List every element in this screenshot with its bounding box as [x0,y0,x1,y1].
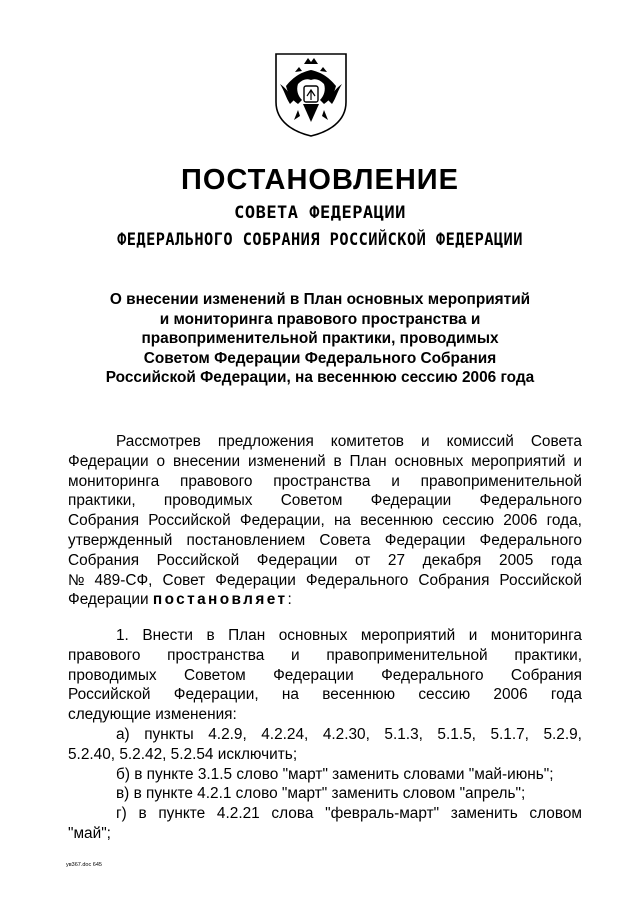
word: изменений [248,452,326,470]
word: Совет [162,571,206,589]
word: Федерации [215,571,296,589]
text-line [68,551,582,571]
text-line [68,432,582,452]
word: комиссий [446,433,514,450]
document-subject [60,290,580,388]
document-title: ПОСТАНОВЛЕНИЕ [181,164,459,196]
resolution-item-1 [68,626,582,844]
resolution-lines [68,626,582,705]
word: Российской [499,571,582,589]
word: Совета [530,433,582,450]
word: внесении [172,452,241,470]
word: Российской [156,551,240,569]
word: 4.2.24, [261,725,309,743]
word: и [420,433,430,450]
word: Федерации, [239,512,325,530]
document-code: ув367.doc 645 [66,862,102,868]
word: о [156,452,166,470]
word: утвержденный [68,531,173,549]
preamble-last-prefix: Федерации [68,591,153,609]
word: года [550,551,582,569]
text-line [68,571,582,591]
word: практики, [514,646,582,664]
word: Федерации [384,531,466,549]
word: Федерального [305,571,409,589]
subject-line: О внесении изменений в План основных мероприятий [109,291,531,308]
word: мониторинга [68,472,160,490]
word: Федерации, [173,686,259,704]
word: Российской [68,686,151,704]
word: на [333,512,351,530]
word: Федерального [381,666,484,684]
word: пункте [158,805,206,823]
word: и [391,472,400,490]
resolves-word: постановляет [152,591,288,609]
word: словом [529,805,582,823]
word: Федерального [479,492,582,510]
word: 27 [387,551,406,569]
word: 2006 [493,686,528,704]
word: проводимых [68,666,157,684]
word: года [550,686,582,704]
word: 5.2.9, [543,725,582,743]
word: комитетов [330,433,404,450]
issuer-line-1: СОВЕТА ФЕДЕРАЦИИ [234,203,406,223]
preamble-last-line [68,590,582,610]
word: Федерального [479,531,582,549]
change-item-g-cont: "май"; [68,824,111,842]
word: Советом [183,666,246,684]
word: на [281,686,299,704]
word: сессию [418,686,471,704]
word: и [290,646,300,664]
subject-line: Российской Федерации, на весеннюю сессию 2006 года [105,369,535,387]
word: Федерации [256,551,338,569]
subject-line: и мониторинга правового пространства и [159,310,481,328]
subject-line: Советом Федерации Федерального Собрания [143,349,497,367]
word: мониторинга [490,627,582,644]
text-line [68,491,582,511]
text-line [68,685,582,705]
word: декабря [422,551,482,569]
word: Рассмотрев [116,433,201,450]
word: Федерации [68,452,149,470]
word: Собрания [510,666,582,684]
word: постановлением [186,531,306,549]
word: весеннюю [360,512,434,530]
word: основных [278,627,348,644]
text-line [68,666,582,686]
word: а) [116,725,130,743]
issuer-line-2: ФЕДЕРАЛЬНОГО СОБРАНИЯ РОССИЙСКОЙ ФЕДЕРАЦИИ [117,230,523,250]
word: правоприменительной [326,646,488,664]
change-item-a-cont: 5.2.40, 5.2.42, 5.2.54 исключить; [68,745,298,763]
word: Собрания [68,551,140,569]
word: Внести [142,627,193,644]
word: Собрания [68,512,140,530]
word: в [206,627,215,644]
word: План [228,627,266,644]
word: практики, [68,492,136,510]
word: мероприятий [471,452,566,470]
word: пространства [273,472,371,490]
word: 2005 [499,551,534,569]
text-line [68,626,582,646]
word: 4.2.21 [216,805,260,823]
word: сессию [442,512,495,530]
preamble-paragraph [68,432,582,610]
word: Советом [280,492,343,510]
word: "февраль-март" [325,805,440,823]
word: года, [546,512,582,530]
change-item-g [68,804,582,824]
word: Российской [148,512,231,530]
word: заменить [450,805,518,823]
word: 4.2.30, [322,725,370,743]
change-item-b: б) в пункте 3.1.5 слово "март" заменить словами "май-июнь"; [116,765,554,783]
word: Федерации [273,666,354,684]
word: проводимых [163,492,253,510]
word: г) [116,805,127,823]
word: 489-СФ, [94,571,153,589]
word: от [355,551,371,569]
preamble-lines [68,432,582,590]
word: 5.1.5, [437,725,476,743]
text-line [68,472,582,492]
word: весеннюю [322,686,396,704]
subject-line: правоприменительной практики, проводимых [141,330,499,348]
changes-intro: следующие изменения: [68,706,237,724]
word: 1. [116,627,129,644]
word: предложения [217,433,314,450]
word: 2006 [503,512,538,530]
word: правового [68,646,141,664]
russian-coat-of-arms-icon [268,50,354,138]
change-item-v: в) в пункте 4.2.1 слово "март" заменить словом "апрель"; [116,785,526,803]
text-line [68,646,582,666]
word: Федерации [370,492,452,510]
word: № [68,571,85,589]
word: в [138,805,147,823]
word: 5.1.7, [490,725,529,743]
word: Собрания [418,571,490,589]
word: 4.2.9, [208,725,247,743]
word: План [349,452,387,470]
text-line [68,452,582,472]
word: пункты [144,725,194,743]
word: Совета [319,531,371,549]
word: слова [271,805,314,823]
change-item-a [68,725,582,745]
word: и [468,627,478,644]
word: 5.1.3, [384,725,423,743]
word: мероприятий [360,627,456,644]
word: и [573,452,582,470]
preamble-last-suffix: : [287,591,292,609]
word: в [333,452,342,470]
word: правового [180,472,253,490]
text-line [68,531,582,551]
word: пространства [167,646,265,664]
word: основных [394,452,464,470]
text-line [68,511,582,531]
word: правоприменительной [420,472,582,490]
